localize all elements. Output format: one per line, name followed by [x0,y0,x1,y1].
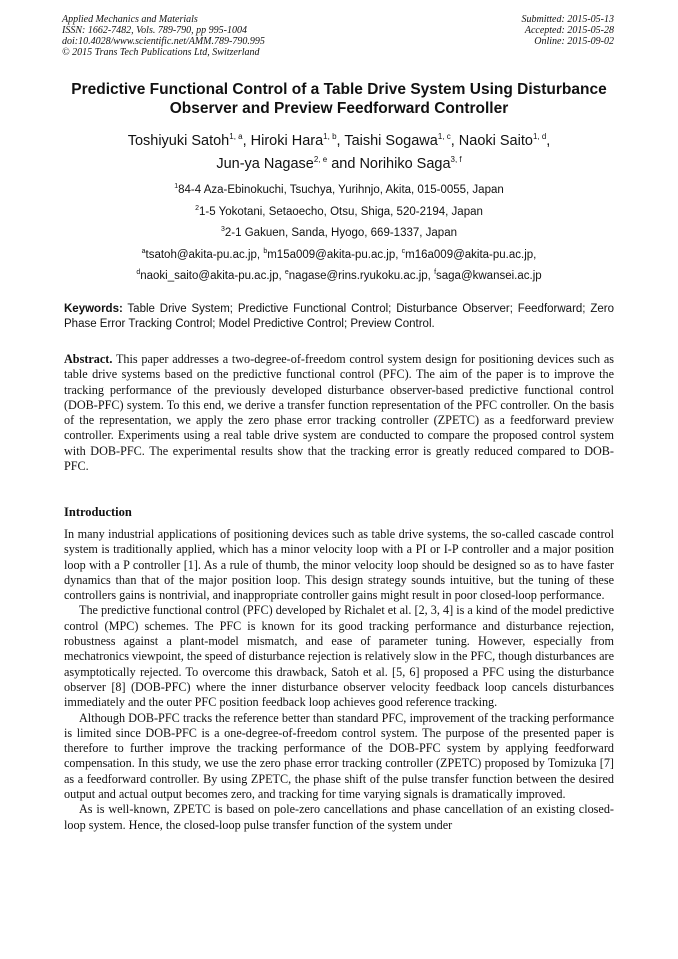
email-address: m16a009@akita-pu.ac.jp [405,248,534,261]
introduction-body [64,527,614,833]
affiliation-superscript: 2 [195,204,199,212]
keywords-label: Keywords: [64,303,123,315]
paper-title: Predictive Functional Control of a Table Drive System Using Disturbance Observer and Preview Feedforward Controller [71,81,607,117]
abstract-label: Abstract. [64,352,113,366]
abstract-text: This paper addresses a two-degree-of-freedom control system design for positioning devices such as table drive systems based on the predictive functional control (PFC). The aim of the paper is to improve the tracking performance of the previously developed disturbance observer-based predictive functional control (DOB-PFC) system. To this end, we derive a transfer function representation of the PFC controller. On the basis of the representation, we apply the zero phase error tracking controller (ZPETC) as a feedforward preview controller. Experiments using a real table drive system are conducted to compare the proposed control system with DOB-PFC. The experimental results show that the tracking error is greatly reduced compared to DOB-PFC. [64,352,614,474]
author-name: Toshiyuki Satoh [127,133,230,149]
email-superscript: d [136,269,141,276]
journal-header [62,14,362,58]
author-name: Naoki Saito [458,133,533,149]
author-list [40,130,638,176]
affiliation-superscript: 3 [221,226,225,233]
separator: , [546,133,551,149]
author-superscript: 1, c [437,132,451,141]
paragraph: The predictive functional control (PFC) developed by Richalet et al. [2, 3, 4] is a kind of the model predictive control (MPC) schemes. The PFC is known for its good tracking performance and disturbance rejection, robustness against a plant-model mismatch, and ease of parameter tuning. However, especially from mechatronics viewpoint, the speed of disturbance rejection is relatively slow in the PFC, though disturbances are asymptotically rejected. To overcome this drawback, Satoh et al. [5, 6] proposed a PFC using the disturbance observer [8] (DOB-PFC) where the inner disturbance observer velocity feedback loop cancels disturbances immediately and the outer PFC position feedback loop achieves good reference tracking. [64,603,614,710]
author-line-2 [40,153,638,176]
email-superscript: b [263,247,268,255]
affiliation-text: 84-4 Aza-Ebinokuchi, Tsuchya, Yurihnjo, Akita, 015-0055, Japan [178,184,504,196]
email-line-2 [40,266,638,288]
author-superscript: 1, d [532,132,547,141]
paragraph: As is well-known, ZPETC is based on pole-zero cancellations and phase cancellation of an existing closed-loop system. Hence, the closed-loop pulse transfer function of the system under [64,802,614,832]
doi-line: doi:10.4028/www.scientific.net/AMM.789-790.995 [62,36,265,47]
author-superscript: 1, b [323,132,337,141]
submitted-date: Submitted: 2015-05-13 [521,14,614,25]
affiliation-text: 2-1 Gakuen, Sanda, Hyogo, 669-1337, Japan [224,227,457,239]
email-superscript: a [141,247,146,255]
journal-name: Applied Mechanics and Materials [62,14,198,25]
section-heading-introduction: Introduction [64,505,132,519]
author-name: Taishi Sogawa [344,133,438,149]
email-line-1 [40,245,638,267]
email-address: naoki_saito@akita-pu.ac.jp [140,270,279,282]
affiliation-3 [40,223,638,245]
separator: , [395,248,402,261]
author-name: Hiroki Hara [250,133,324,149]
keywords-text: Table Drive System; Predictive Functional Control; Disturbance Observer; Feedforward; Zero Phase Error Tracking Control; Model Predictive Control; Preview Control. [64,303,614,330]
dates-header [394,14,614,47]
keywords [64,302,614,332]
email-address: saga@kwansei.ac.jp [436,270,542,282]
abstract [64,352,614,474]
paragraph: Although DOB-PFC tracks the reference better than standard PFC, improvement of the tracking performance is limited since DOB-PFC is a one-degree-of-freedom control system. The purpose of the presented paper is therefore to further improve the tracking performance of the DOB-PFC system by applying feedforward compensation. In this study, we use the zero phase error tracking controller (ZPETC) proposed by Tomizuka [7] as a feedforward controller. By using ZPETC, the phase shift of the pulse transfer function between the desired output and actual output becomes zero, and tracking for time varying signals is dramatically improved. [64,710,614,802]
accepted-date: Accepted: 2015-05-28 [524,25,614,36]
separator: , [450,133,459,149]
paragraph: In many industrial applications of positioning devices such as table drive systems, the so-called cascade control system is traditionally applied, which has a minor velocity loop with a PI or I-P controller and a major position loop with a P controller [1]. As a rule of thumb, the minor velocity loop should be designed so as to have faster dynamics than that of the major position loop. This design strategy sounds intuitive, but the tuning of these controllers gains is nontrivial, and inappropriate controller gains might result in poor closed-loop performance. [64,527,614,603]
author-line-1 [40,130,638,153]
separator: and [327,156,360,172]
author-superscript: 3, f [450,155,462,164]
email-address: m15a009@akita-pu.ac.jp [267,248,396,261]
separator: , [278,270,285,282]
online-date: Online: 2015-09-02 [534,36,614,47]
email-superscript: c [401,247,406,255]
author-superscript: 2, e [313,155,328,164]
separator: , [242,133,251,149]
affiliations [40,180,638,288]
email-superscript: e [284,269,289,276]
email-superscript: f [434,269,437,276]
separator: , [256,248,264,261]
separator: , [427,270,435,282]
copyright-line: © 2015 Trans Tech Publications Ltd, Switzerland [62,47,260,58]
affiliation-1 [40,180,638,202]
separator: , [533,248,537,261]
author-name: Jun-ya Nagase [216,156,314,172]
issn-line: ISSN: 1662-7482, Vols. 789-790, pp 995-1004 [62,25,247,36]
email-address: nagase@rins.ryukoku.ac.jp [288,270,428,282]
email-address: tsatoh@akita-pu.ac.jp [145,248,257,261]
author-name: Norihiko Saga [359,156,451,172]
affiliation-text: 1-5 Yokotani, Setaoecho, Otsu, Shiga, 520-2194, Japan [199,205,483,218]
affiliation-2 [40,202,638,224]
affiliation-superscript: 1 [174,183,179,190]
author-superscript: 1, a [229,132,243,141]
separator: , [336,133,345,149]
